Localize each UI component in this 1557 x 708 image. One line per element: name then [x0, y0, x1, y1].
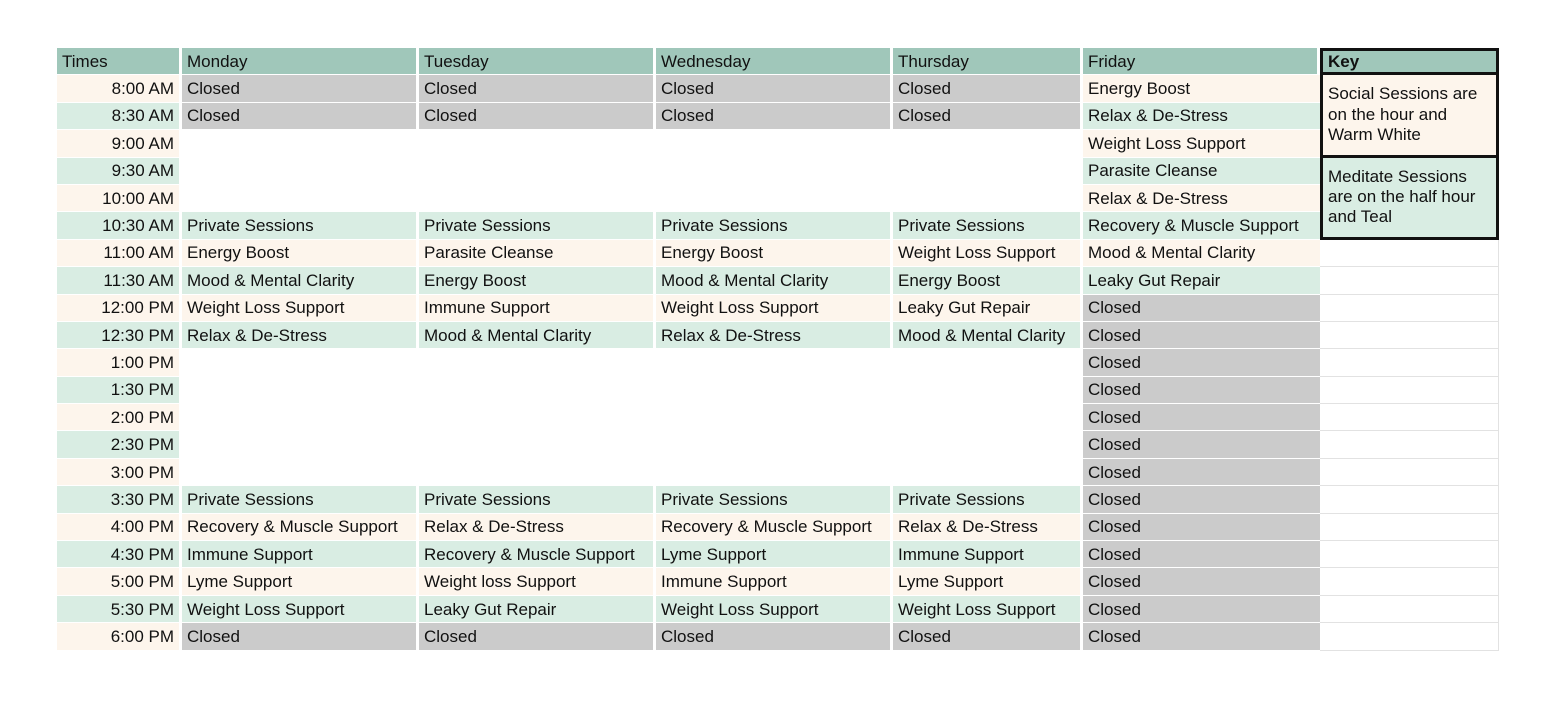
- friday-session-cell: Leaky Gut Repair: [1083, 267, 1320, 294]
- monday-session-cell: Closed: [182, 75, 419, 102]
- tuesday-session-cell: Mood & Mental Clarity: [419, 322, 656, 349]
- time-cell: 11:30 AM: [57, 267, 182, 294]
- thursday-session-cell: Lyme Support: [893, 568, 1083, 595]
- monday-session-cell: [182, 431, 419, 458]
- monday-session-cell: Private Sessions: [182, 212, 419, 239]
- tuesday-session-cell: Relax & De-Stress: [419, 514, 656, 541]
- table-row: [57, 623, 1499, 650]
- friday-session-cell: Closed: [1083, 623, 1320, 650]
- header-row: [57, 48, 1499, 75]
- table-row: [57, 267, 1499, 294]
- thursday-session-cell: [893, 185, 1083, 212]
- wednesday-header: Wednesday: [656, 48, 893, 75]
- wednesday-session-cell: Weight Loss Support: [656, 596, 893, 623]
- tuesday-session-cell: Closed: [419, 75, 656, 102]
- table-row: [57, 514, 1499, 541]
- tuesday-session-cell: [419, 130, 656, 157]
- friday-session-cell: Closed: [1083, 322, 1320, 349]
- table-row: [57, 377, 1499, 404]
- tuesday-header: Tuesday: [419, 48, 656, 75]
- table-row: [57, 240, 1499, 267]
- friday-session-cell: Closed: [1083, 568, 1320, 595]
- time-cell: 1:30 PM: [57, 377, 182, 404]
- thursday-session-cell: [893, 349, 1083, 376]
- empty-key-cell: [1320, 459, 1499, 486]
- monday-session-cell: Weight Loss Support: [182, 596, 419, 623]
- tuesday-session-cell: Closed: [419, 103, 656, 130]
- friday-session-cell: Weight Loss Support: [1083, 130, 1320, 157]
- monday-header: Monday: [182, 48, 419, 75]
- wednesday-session-cell: Weight Loss Support: [656, 295, 893, 322]
- monday-session-cell: [182, 377, 419, 404]
- monday-session-cell: Mood & Mental Clarity: [182, 267, 419, 294]
- table-row: [57, 568, 1499, 595]
- friday-session-cell: Closed: [1083, 541, 1320, 568]
- friday-session-cell: Relax & De-Stress: [1083, 103, 1320, 130]
- tuesday-session-cell: Weight loss Support: [419, 568, 656, 595]
- empty-key-cell: [1320, 431, 1499, 458]
- friday-session-cell: Closed: [1083, 596, 1320, 623]
- monday-session-cell: [182, 185, 419, 212]
- empty-key-cell: [1320, 349, 1499, 376]
- table-row: [57, 431, 1499, 458]
- time-cell: 10:00 AM: [57, 185, 182, 212]
- times-header: Times: [57, 48, 182, 75]
- friday-header: Friday: [1083, 48, 1320, 75]
- thursday-session-cell: [893, 377, 1083, 404]
- table-row: [57, 103, 1499, 130]
- key-header: Key: [1320, 48, 1499, 75]
- table-row: [57, 185, 1499, 212]
- wednesday-session-cell: [656, 158, 893, 185]
- table-row: [57, 295, 1499, 322]
- time-cell: 3:00 PM: [57, 459, 182, 486]
- time-cell: 8:30 AM: [57, 103, 182, 130]
- wednesday-session-cell: Mood & Mental Clarity: [656, 267, 893, 294]
- wednesday-session-cell: Relax & De-Stress: [656, 322, 893, 349]
- tuesday-session-cell: [419, 459, 656, 486]
- monday-session-cell: Relax & De-Stress: [182, 322, 419, 349]
- thursday-session-cell: [893, 431, 1083, 458]
- time-cell: 9:00 AM: [57, 130, 182, 157]
- monday-session-cell: Energy Boost: [182, 240, 419, 267]
- empty-key-cell: [1320, 267, 1499, 294]
- wednesday-session-cell: [656, 349, 893, 376]
- empty-key-cell: [1320, 295, 1499, 322]
- tuesday-session-cell: Closed: [419, 623, 656, 650]
- time-cell: 5:30 PM: [57, 596, 182, 623]
- thursday-session-cell: Weight Loss Support: [893, 240, 1083, 267]
- tuesday-session-cell: Leaky Gut Repair: [419, 596, 656, 623]
- tuesday-session-cell: Private Sessions: [419, 212, 656, 239]
- table-row: [57, 75, 1499, 102]
- thursday-session-cell: [893, 404, 1083, 431]
- wednesday-session-cell: Immune Support: [656, 568, 893, 595]
- friday-session-cell: Parasite Cleanse: [1083, 158, 1320, 185]
- key-meditate-sessions: Meditate Sessions are on the half hour and Teal: [1320, 158, 1499, 240]
- time-cell: 3:30 PM: [57, 486, 182, 513]
- thursday-session-cell: [893, 459, 1083, 486]
- wednesday-session-cell: [656, 404, 893, 431]
- tuesday-session-cell: [419, 377, 656, 404]
- thursday-session-cell: Leaky Gut Repair: [893, 295, 1083, 322]
- thursday-session-cell: Closed: [893, 103, 1083, 130]
- friday-session-cell: Closed: [1083, 486, 1320, 513]
- monday-session-cell: Immune Support: [182, 541, 419, 568]
- time-cell: 10:30 AM: [57, 212, 182, 239]
- friday-session-cell: Closed: [1083, 514, 1320, 541]
- monday-session-cell: Closed: [182, 623, 419, 650]
- thursday-session-cell: [893, 158, 1083, 185]
- empty-key-cell: [1320, 541, 1499, 568]
- wednesday-session-cell: [656, 130, 893, 157]
- table-row: [57, 130, 1499, 157]
- schedule-body: [57, 75, 1499, 650]
- time-cell: 11:00 AM: [57, 240, 182, 267]
- time-cell: 12:00 PM: [57, 295, 182, 322]
- friday-session-cell: Closed: [1083, 431, 1320, 458]
- time-cell: 5:00 PM: [57, 568, 182, 595]
- monday-session-cell: Weight Loss Support: [182, 295, 419, 322]
- thursday-session-cell: Closed: [893, 623, 1083, 650]
- table-row: [57, 322, 1499, 349]
- schedule-table: [57, 48, 1499, 651]
- tuesday-session-cell: Recovery & Muscle Support: [419, 541, 656, 568]
- tuesday-session-cell: [419, 185, 656, 212]
- thursday-session-cell: Mood & Mental Clarity: [893, 322, 1083, 349]
- friday-session-cell: Recovery & Muscle Support: [1083, 212, 1320, 239]
- monday-session-cell: Lyme Support: [182, 568, 419, 595]
- wednesday-session-cell: [656, 377, 893, 404]
- thursday-session-cell: Immune Support: [893, 541, 1083, 568]
- wednesday-session-cell: Recovery & Muscle Support: [656, 514, 893, 541]
- table-row: [57, 596, 1499, 623]
- table-row: [57, 459, 1499, 486]
- time-cell: 4:30 PM: [57, 541, 182, 568]
- thursday-header: Thursday: [893, 48, 1083, 75]
- friday-session-cell: Mood & Mental Clarity: [1083, 240, 1320, 267]
- wednesday-session-cell: [656, 185, 893, 212]
- table-row: [57, 486, 1499, 513]
- table-row: [57, 158, 1499, 185]
- monday-session-cell: [182, 404, 419, 431]
- tuesday-session-cell: Immune Support: [419, 295, 656, 322]
- time-cell: 4:00 PM: [57, 514, 182, 541]
- friday-session-cell: Closed: [1083, 349, 1320, 376]
- monday-session-cell: [182, 349, 419, 376]
- empty-key-cell: [1320, 240, 1499, 267]
- empty-key-cell: [1320, 568, 1499, 595]
- time-cell: 12:30 PM: [57, 322, 182, 349]
- thursday-session-cell: Relax & De-Stress: [893, 514, 1083, 541]
- monday-session-cell: [182, 459, 419, 486]
- thursday-session-cell: Private Sessions: [893, 212, 1083, 239]
- key-social-sessions: Social Sessions are on the hour and Warm White: [1320, 75, 1499, 157]
- tuesday-session-cell: [419, 404, 656, 431]
- empty-key-cell: [1320, 377, 1499, 404]
- time-cell: 1:00 PM: [57, 349, 182, 376]
- wednesday-session-cell: Closed: [656, 75, 893, 102]
- empty-key-cell: [1320, 623, 1499, 650]
- monday-session-cell: Private Sessions: [182, 486, 419, 513]
- friday-session-cell: Closed: [1083, 377, 1320, 404]
- friday-session-cell: Closed: [1083, 404, 1320, 431]
- wednesday-session-cell: Energy Boost: [656, 240, 893, 267]
- time-cell: 6:00 PM: [57, 623, 182, 650]
- wednesday-session-cell: Closed: [656, 103, 893, 130]
- empty-key-cell: [1320, 486, 1499, 513]
- wednesday-session-cell: Private Sessions: [656, 486, 893, 513]
- time-cell: 2:30 PM: [57, 431, 182, 458]
- wednesday-session-cell: [656, 459, 893, 486]
- tuesday-session-cell: Private Sessions: [419, 486, 656, 513]
- friday-session-cell: Energy Boost: [1083, 75, 1320, 102]
- tuesday-session-cell: Parasite Cleanse: [419, 240, 656, 267]
- friday-session-cell: Relax & De-Stress: [1083, 185, 1320, 212]
- time-cell: 9:30 AM: [57, 158, 182, 185]
- wednesday-session-cell: Lyme Support: [656, 541, 893, 568]
- empty-key-cell: [1320, 596, 1499, 623]
- monday-session-cell: Recovery & Muscle Support: [182, 514, 419, 541]
- monday-session-cell: [182, 158, 419, 185]
- wednesday-session-cell: Private Sessions: [656, 212, 893, 239]
- table-row: [57, 541, 1499, 568]
- thursday-session-cell: Energy Boost: [893, 267, 1083, 294]
- table-row: [57, 349, 1499, 376]
- thursday-session-cell: Private Sessions: [893, 486, 1083, 513]
- tuesday-session-cell: Energy Boost: [419, 267, 656, 294]
- empty-key-cell: [1320, 404, 1499, 431]
- time-cell: 2:00 PM: [57, 404, 182, 431]
- tuesday-session-cell: [419, 158, 656, 185]
- monday-session-cell: [182, 130, 419, 157]
- table-row: [57, 212, 1499, 239]
- tuesday-session-cell: [419, 349, 656, 376]
- time-cell: 8:00 AM: [57, 75, 182, 102]
- table-row: [57, 404, 1499, 431]
- empty-key-cell: [1320, 514, 1499, 541]
- thursday-session-cell: Closed: [893, 75, 1083, 102]
- monday-session-cell: Closed: [182, 103, 419, 130]
- tuesday-session-cell: [419, 431, 656, 458]
- friday-session-cell: Closed: [1083, 295, 1320, 322]
- empty-key-cell: [1320, 322, 1499, 349]
- wednesday-session-cell: Closed: [656, 623, 893, 650]
- thursday-session-cell: Weight Loss Support: [893, 596, 1083, 623]
- friday-session-cell: Closed: [1083, 459, 1320, 486]
- thursday-session-cell: [893, 130, 1083, 157]
- wednesday-session-cell: [656, 431, 893, 458]
